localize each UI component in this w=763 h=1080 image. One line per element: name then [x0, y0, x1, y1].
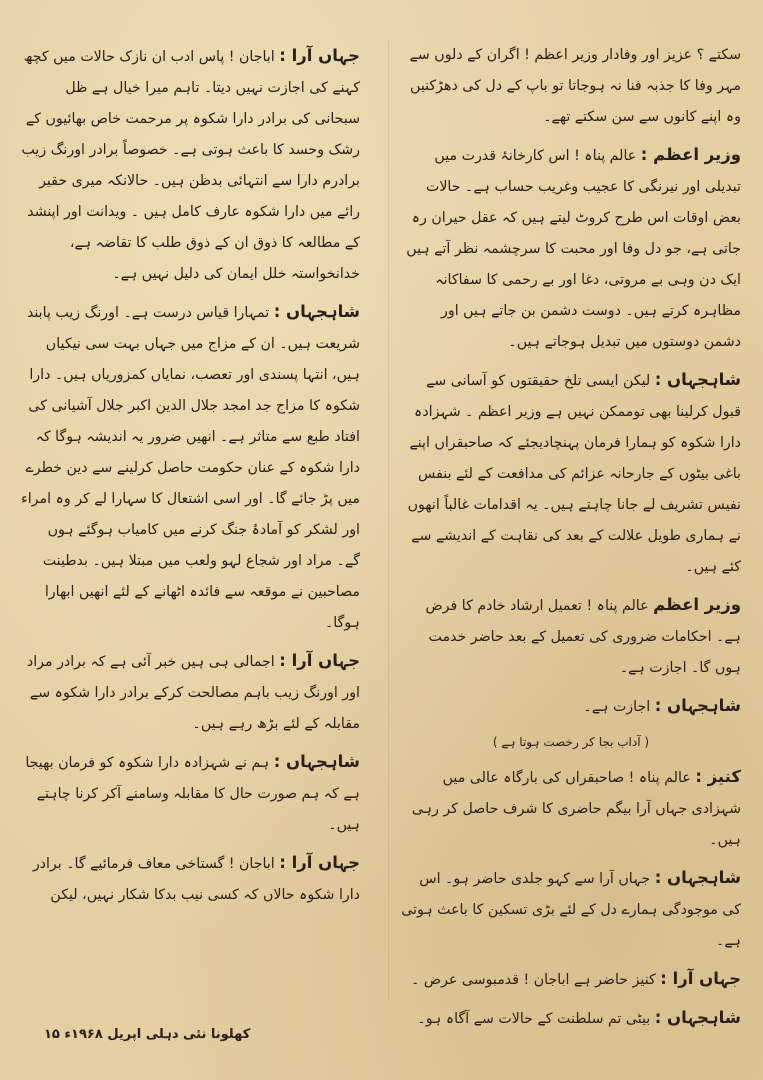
- dialogue-text: عالم پناہ ! اس کارخانۂ قدرت میں تبدیلی اور نیرنگی کا عجیب وغریب حساب ہے۔ حالات بعض اوقات اس طرح کروٹ لیتے ہیں کہ عقل حیران رہ جاتی ہے، جو دل وفا اور محبت کا سرچشمہ نظر آتے ہیں ایک دن وہی بے مروتی، دغا اور بے رحمی کا سفاکانہ مظاہرہ کرتے ہیں۔ دوست دشمن بن جاتے ہیں اور دشمن دوستوں میں تبدیل ہوجاتے ہیں۔: [406, 148, 741, 350]
- dialogue-text: جہاں آرا سے کہو جلدی حاضر ہو۔ اس کی موجودگی ہمارے دل کے لئے بڑی تسکین کا باعث ہوتی ہے۔: [401, 871, 741, 949]
- dialogue-paragraph: [20, 40, 360, 290]
- speaker-name: وزیر اعظم :: [640, 145, 741, 164]
- speaker-name: شاہجہاں :: [654, 1008, 741, 1027]
- speaker-name: شاہجہاں :: [654, 696, 741, 715]
- dialogue-paragraph: [401, 139, 741, 358]
- dialogue-paragraph: [401, 761, 741, 856]
- stage-direction: ( آداب بجا کر رخصت ہوتا ہے ): [492, 735, 650, 749]
- dialogue-text: عالم پناہ ! تعمیل ارشاد خادم کا فرض ہے۔ احکامات ضروری کی تعمیل کے بعد حاضر خدمت ہوں گا۔ اجازت ہے۔: [425, 598, 741, 676]
- dialogue-text: اباجان ! پاس ادب ان نازک حالات میں کچھ کہنے کی اجازت نہیں دیتا۔ تاہم میرا خیال ہے ظل سبحانی کی برادر دارا شکوہ پر مرحمت خاص بھائیوں کے رشک وحسد کا باعث ہوتی ہے۔ خصوصاً برادر اورنگ زیب برادرم دارا سے انتہائی بدظن ہیں۔ حالانکہ میری حقیر رائے میں دارا شکوہ عارف کامل ہیں ۔ ویدانت اور اپنشد کے مطالعہ کا ذوق ان کے ذوق طلب کا تقاضہ ہے، خدانخواستہ خلل ایمان کی دلیل نہیں ہے۔: [21, 49, 360, 282]
- dialogue-paragraph: [401, 862, 741, 957]
- speaker-name: شاہجہاں :: [654, 370, 741, 389]
- dialogue-text: ہم نے شہزادہ دارا شکوہ کو فرمان بھیجا ہے کہ ہم صورت حال کا مقابلہ وسامنے آکر کرنا چاہتے ہیں۔: [25, 755, 360, 833]
- speaker-name: شاہجہاں :: [273, 302, 360, 321]
- dialogue-text: اباجان ! گستاخی معاف فرمائیے گا۔ برادر دارا شکوہ حالاں کہ کسی نیب بدکا شکار نہیں، لیکن: [32, 856, 360, 903]
- dialogue-text: عالم پناہ ! صاحبقراں کی بارگاہ عالی میں شہزادی جہاں آرا بیگم حاضری کا شرف حاصل کر رہی ہیں۔: [411, 770, 741, 848]
- page-footer: کھلونا نئی دہلی اپریل ۱۹۶۸ء ۱۵: [44, 1027, 251, 1042]
- dialogue-paragraph: [20, 645, 360, 740]
- speaker-name: جہاں آرا :: [279, 46, 360, 65]
- speaker-name: جہاں آرا :: [279, 853, 360, 872]
- speaker-name: شاہجہاں :: [654, 868, 741, 887]
- dialogue-text: بیٹی تم سلطنت کے حالات سے آگاہ ہو۔: [417, 1011, 651, 1027]
- left-text-column: [20, 40, 360, 917]
- speaker-name: جہاں آرا :: [279, 651, 360, 670]
- dialogue-paragraph: [20, 296, 360, 639]
- dialogue-paragraph: [20, 847, 360, 911]
- speaker-name: کنیز :: [695, 767, 741, 786]
- dialogue-paragraph: [401, 690, 741, 723]
- dialogue-paragraph: [20, 746, 360, 841]
- dialogue-text: تمہارا قیاس درست ہے۔ اورنگ زیب پابند شریعت ہیں۔ ان کے مزاج میں جہاں بہت سی نیکیاں ہیں، انتہا پسندی اور تعصب، نمایاں کمزوریاں ہیں۔ دارا شکوہ کا مزاج جد امجد جلال الدین اکبر جلال آشیانی کی افتاد طبع سے متاثر ہے۔ انھیں ضرور یہ اندیشہ ہوگا کہ دارا شکوہ کے عنان حکومت حاصل کرلینے سے دین خطرے میں پڑ جائے گا۔ اور اسی اشتعال کا سہارا لے کر وہ امراء اور لشکر کو آمادۂ جنگ کرنے میں کامیاب ہوگئے ہوں گے۔ مراد اور شجاع لہو ولعب میں مبتلا ہیں۔ بدطینت مصاحبین نے موقعہ سے فائدہ اٹھانے کے لئے انھیں ابھارا ہوگا۔: [21, 305, 360, 631]
- dialogue-paragraph: [401, 589, 741, 684]
- dialogue-paragraph: [401, 1002, 741, 1035]
- dialogue-paragraph: [401, 40, 741, 133]
- dialogue-text: سکتے ؟ عزیز اور وفادار وزیر اعظم ! اگران کے دلوں سے مہر وفا کا جذبہ فنا نہ ہوجاتا تو باپ کے دل کی دھڑکنیں وہ اپنے کانوں سے سن سکتے تھے۔: [409, 47, 741, 125]
- dialogue-text: اجمالی ہی ہیں خبر آئی ہے کہ برادر مراد اور اورنگ زیب باہم مصالحت کرکے برادر دارا شکوہ سے مقابلہ کے لئے بڑھ رہے ہیں۔: [26, 654, 360, 732]
- speaker-name: شاہجہاں :: [273, 752, 360, 771]
- dialogue-paragraph: [401, 963, 741, 996]
- right-text-column: [401, 40, 741, 1041]
- column-divider: [388, 40, 389, 1000]
- speaker-name: وزیر اعظم: [653, 595, 741, 614]
- dialogue-text: کنیز حاضر ہے اباجان ! قدمبوسی عرض ۔: [411, 972, 656, 988]
- dialogue-text: لیکن ایسی تلخ حقیقتوں کو آسانی سے قبول کرلینا بھی توممکن نہیں ہے وزیر اعظم ۔ شہزادہ دارا شکوہ کو ہمارا فرمان پہنچادیجئے کہ صاحبقراں اپنے باغی بیٹوں کے جارحانہ عزائم کی مدافعت کے لئے بنفس نفیس تشریف لے جانا چاہتے ہیں۔ یہ اقدامات غالباً انھوں نے ہماری طویل علالت کے بعد کی نقاہت کے اندیشے سے کئے ہیں۔: [407, 373, 741, 575]
- dialogue-paragraph: [401, 364, 741, 583]
- dialogue-text: اجازت ہے۔: [583, 699, 651, 715]
- speaker-name: جہاں آرا :: [660, 969, 741, 988]
